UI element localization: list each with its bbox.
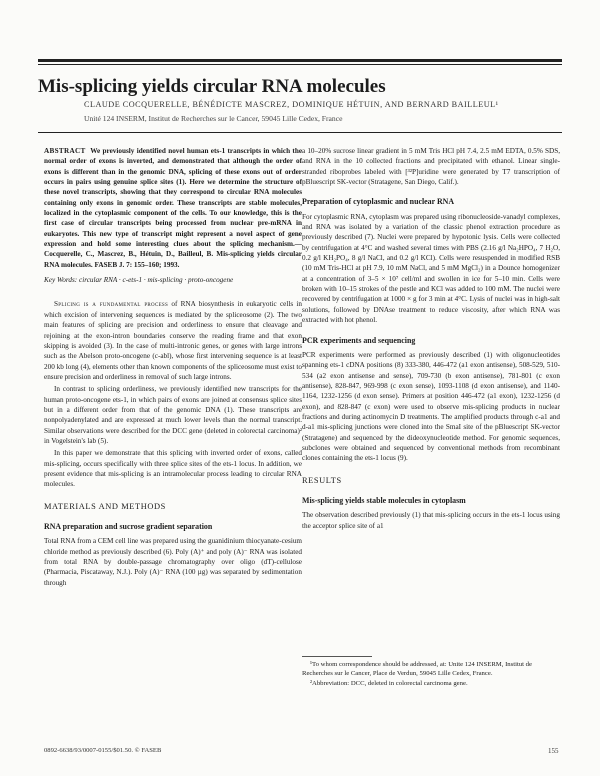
results-paragraph-1: The observation described previously (1) that mis-splicing occurs in the ets-1 locus using the acceptor splice site of a1 <box>302 511 560 530</box>
affiliation: Unité 124 INSERM, Institut de Recherches sur le Cancer, 59045 Lille Cedex, France <box>84 114 343 123</box>
results-subheading: Mis-splicing yields stable molecules in cytoplasm <box>302 495 466 505</box>
materials-methods-heading: MATERIALS AND METHODS <box>44 501 166 511</box>
top-rule-thick <box>38 59 562 62</box>
page-number: 155 <box>548 747 559 755</box>
footnotes <box>302 660 560 689</box>
keywords: Key Words: circular RNA · c-ets-1 · mis-splicing · proto-oncogene <box>44 276 234 285</box>
abstract-text: We previously identified novel human ets-1 transcripts in which the normal order of exons is inverted, and demonstrated that although the order of exons is different than in the genomic DNA, splicing of these exons out of order occurs in pairs using genuine splice sites (1). Here we determine the structure of these novel transcripts, showing that they correspond to circular RNA molecules containing only exons in genomic order. These transcripts are stable molecules, localized in the cytoplasmic component of the cells. To our knowledge, this is the first case of circular transcripts being processed from nuclear pre-mRNA in eukaryotes. This new type of transcript might represent a novel aspect of gene expression and hold some interesting clues about the splicing mechanism.—Cocquerelle, C., Mascrez, B., Hétuin, D., Bailleul, B. Mis-splicing yields circular RNA molecules. FASEB J. 7: 155–160; 1993. <box>44 147 303 269</box>
intro-paragraph-2: In contrast to splicing orderliness, we previously identified new transcripts for the human proto-oncogene ets-1, in which pairs of exons are joined at consensus splice sites but in a different order from that of the genomic DNA (1). These transcripts are nonpolyadenylated and are expressed at much lower levels than the normal transcript. Similar observations were described for the DCC gene (deleted in colorectal carcinoma)² in Vogelstein's lab (5). <box>44 385 302 445</box>
abstract-paragraph <box>44 146 302 270</box>
top-rule-thin <box>38 64 562 65</box>
article-title: Mis-splicing yields circular RNA molecules <box>38 76 386 97</box>
intro-paragraph-3: In this paper we demonstrate that this splicing with inverted order of exons, called mis-splicing, occurs specifically with three splice sites of the ets-1 locus. In addition, we present evidence that mis-splicing is an intramolecular process leading to circular RNA molecules. <box>44 449 302 489</box>
rna-preparation-subheading: RNA preparation and sucrose gradient separation <box>44 522 213 531</box>
intro-text-1: of RNA biosynthesis in eukaryotic cells in which excision of intervening sequences is mediated by the spliceosome (2). The two main features of splicing are precision and orderliness to ensure that cleavage and rejoining at the exon-intron boundaries conserve the reading frame and that exon skipping is avoided (3). In the case of multi-intronic genes, or genes with large introns such as the Abelson proto-oncogene (c-abl), whose first intervening sequence is at least 200 kb long (4), elements other than known components of the spliceosome must exist to ensure precision and orderliness in removal of such large introns. <box>44 300 302 381</box>
footnote-2: ²Abbreviation: DCC, deleted in colorectal carcinoma gene. <box>310 680 468 687</box>
footnote-1: ¹To whom correspondence should be addressed, at: Unite 124 INSERM, Institut de Recherches sur le Cancer, Place de Verdun, 59045 Lille Cedex, France. <box>302 661 532 677</box>
abstract-label: ABSTRACT <box>44 147 86 155</box>
footnote-rule <box>302 656 372 657</box>
footer-issn: 0892-6638/93/0007-0155/$01.50. © FASEB <box>44 747 162 754</box>
author-list: CLAUDE COCQUERELLE, BÉNÉDICTE MASCREZ, DOMINIQUE HÉTUIN, AND BERNARD BAILLEUL¹ <box>84 100 499 109</box>
cytoplasmic-rna-subheading: Preparation of cytoplasmic and nuclear RNA <box>302 197 455 207</box>
results-heading: RESULTS <box>302 475 342 485</box>
intro-lead: Splicing is a fundamental process <box>54 300 169 309</box>
pcr-subheading: PCR experiments and sequencing <box>302 335 416 345</box>
methods-paragraph-1: Total RNA from a CEM cell line was prepared using the guanidinium thiocyanate-cesium chloride method as previously described (6). Poly (A)⁺ and poly (A)⁻ RNA was isolated from total RNA by double-passage chromatography over oligo (dT)-cellulose (Pharmacia, Piscataway, N.J.). Poly (A)⁻ RNA (100 µg) was separated by sedimentation through <box>44 537 302 587</box>
methods-paragraph-3: PCR experiments were performed as previously described (1) with oligonucleotides spanning ets-1 cDNA positions (8) 333-380, 446-472 (a1 exon antisense), 508-529, 510-534 (a2 exon antisense and sense), 709-730 (b exon antisense), 781-801 (c exon antisense), 828-847, 969-998 (c exon sense), 1093-1108 (d exon antisense), and 1140-1164, 1232-1256 (d exon sense). Primers at position 446-472 (a1 exon), 1232-1256 (d exon), and 828-847 (c exon) were used to observe mis-splicing products in nuclear fractions and during actinomycin D treatments. The amplified products through c-a1 and d-a1 mis-splicing junctions were cloned into the SmaI site of the pBluescript SK-vector (Stratagene) and sequenced by the dideoxynucleotide method. For genomic sequences, subclones were obtained and sequenced by conventional methods from recombinant clones containing the ets-1 locus (9). <box>302 350 560 463</box>
right-column <box>302 146 560 533</box>
header-divider <box>38 132 562 133</box>
left-column <box>44 146 302 590</box>
methods-paragraph-2: For cytoplasmic RNA, cytoplasm was prepared using ribonucleoside-vanadyl complexes, and RNA was isolated by a variation of the classic phenol extraction procedure as previously described (7). Nuclei were prepared by hypotonic lysis. Cells were collected by centrifugation at 4°C and washed several times with PBS (2.16 g/l Na₂HPO₄, 7 H₂O, 0.2 g/l KH₂PO₄, 8 g/l NaCl, and 0.2 g/l KCl). Cells were resuspended in modified RSB (10 mM Tris-HCl at pH 7.9, 10 mM NaCl, and 5 mM MgCl₂) in a Dounce homogenizer at a concentration of 3–5 × 10⁷ cell/ml and swollen in ice for 5–10 min. Cells were broken with 10–15 strokes of the pestle and KCl was added to 100 mM. The nuclei were recovered by centrifugation at 1000 × g for 3 min at 4°C. Lysis of nuclei was in high-salt solutions, followed by DNAse treatment to reduce viscosity, after which RNA was extracted with hot phenol. <box>302 212 560 325</box>
intro-paragraph-1 <box>44 299 302 382</box>
methods-paragraph-continued: a 10–20% sucrose linear gradient in 5 mM Tris HCl pH 7.4, 2.5 mM EDTA, 0.5% SDS, and RNA in the 10 collected fractions and precipitated with ethanol. Linear single-stranded riboprobes labeled with [³²P]uridine were generated by T7 transcription of pBluescript SK-vector (Stratagene, San Diego, Calif.). <box>302 147 560 187</box>
